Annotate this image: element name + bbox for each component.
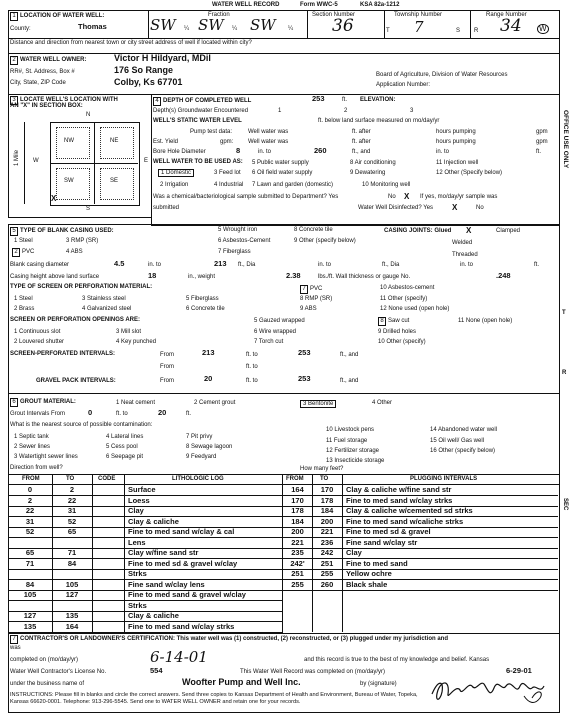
log-description[interactable]: Loess bbox=[128, 495, 150, 505]
section-6-box bbox=[8, 393, 560, 475]
log-to[interactable]: 236 bbox=[320, 537, 334, 547]
log-row bbox=[283, 496, 558, 507]
log-description[interactable]: Fine to med sand w/clay strks bbox=[128, 621, 235, 631]
est-yield-label: Est. Yield bbox=[153, 139, 179, 145]
fraction-label: Fraction bbox=[208, 12, 230, 18]
use-feedlot[interactable]: 3 Feed lot bbox=[214, 170, 241, 176]
log-description[interactable]: Fine sand w/clay str bbox=[346, 537, 418, 547]
how-many-feet-label: How many feet? bbox=[300, 466, 344, 472]
log-left-body bbox=[8, 485, 283, 632]
section-number-label: Section Number bbox=[312, 12, 356, 18]
log-to[interactable] bbox=[52, 569, 92, 579]
use-oilfield[interactable]: 6 Oil field water supply bbox=[252, 170, 313, 176]
margin-r: R bbox=[562, 370, 567, 376]
log-row bbox=[8, 611, 283, 622]
log-description[interactable]: Clay bbox=[346, 548, 362, 557]
log-description[interactable]: Clay & caliche w/fine sand str bbox=[346, 485, 452, 494]
chem-question: Was a chemical/bacteriological sample submitted to Department? Yes bbox=[153, 194, 339, 200]
log-row bbox=[8, 485, 283, 496]
log-row bbox=[8, 506, 283, 517]
log-to[interactable]: 31 bbox=[67, 506, 77, 515]
static-level-label: WELL'S STATIC WATER LEVEL bbox=[153, 118, 242, 124]
log-row bbox=[283, 538, 558, 549]
log-to[interactable]: 65 bbox=[67, 527, 77, 536]
log-from[interactable]: 251 bbox=[291, 569, 304, 578]
use-dewatering[interactable]: 9 Dewatering bbox=[350, 170, 386, 176]
log-from[interactable]: 127 bbox=[23, 611, 37, 620]
license-label: Water Well Contractor's License No. bbox=[10, 669, 107, 675]
log-header-from-right: FROM bbox=[286, 476, 304, 482]
log-from[interactable]: 105 bbox=[23, 590, 37, 599]
mile-label: 1 Mile bbox=[14, 149, 20, 166]
log-from[interactable]: 135 bbox=[23, 621, 37, 631]
log-to[interactable]: 84 bbox=[67, 558, 77, 568]
signature-label: by (signature) bbox=[360, 681, 397, 687]
quadrant-sw[interactable]: SW bbox=[64, 178, 74, 184]
log-description[interactable]: Clay & caliche w/cemented sd strks bbox=[346, 506, 473, 515]
casing-label: 5 TYPE OF BLANK CASING USED: bbox=[10, 227, 114, 236]
log-from[interactable]: 84 bbox=[25, 579, 35, 589]
groundwater-label: Depth(s) Groundwater Encountered bbox=[153, 108, 249, 114]
log-to[interactable]: 184 bbox=[320, 506, 334, 515]
log-from[interactable]: 255 bbox=[291, 579, 304, 589]
screen-label: TYPE OF SCREEN OR PERFORATION MATERIAL: bbox=[10, 284, 153, 290]
log-description[interactable]: Strks bbox=[128, 600, 147, 610]
log-right-body bbox=[283, 485, 558, 632]
well-location-mark[interactable]: X bbox=[51, 194, 57, 203]
log-to[interactable] bbox=[52, 538, 92, 548]
log-to[interactable]: 221 bbox=[320, 527, 334, 536]
disinfected-answer[interactable]: X bbox=[452, 203, 458, 212]
log-from[interactable]: 71 bbox=[25, 558, 35, 568]
log-description[interactable]: Fine to med sand w/caliche strks bbox=[346, 516, 464, 526]
log-to[interactable]: 127 bbox=[65, 590, 79, 599]
log-row bbox=[283, 569, 558, 580]
log-row bbox=[8, 496, 283, 507]
log-description[interactable]: Fine to med sand & gravel w/clay bbox=[128, 590, 246, 599]
use-other[interactable]: 12 Other (Specify below) bbox=[436, 170, 503, 176]
quadrant-se[interactable]: SE bbox=[110, 178, 119, 184]
direction-label: Direction from well? bbox=[10, 465, 63, 471]
log-to[interactable]: 22 bbox=[67, 495, 77, 505]
form-title: WATER WELL RECORD bbox=[212, 2, 280, 8]
log-row bbox=[8, 538, 283, 549]
log-from[interactable]: 52 bbox=[25, 527, 35, 536]
perf-to[interactable]: 253 bbox=[298, 348, 311, 357]
log-row bbox=[8, 559, 283, 570]
contamination-label: What is the nearest source of possible contamination: bbox=[10, 422, 153, 428]
range-label: Range Number bbox=[486, 12, 527, 18]
quadrant-nw[interactable]: NW bbox=[64, 138, 74, 144]
fraction-q3[interactable]: SW bbox=[250, 16, 276, 34]
log-row bbox=[283, 485, 558, 496]
blank-diameter[interactable]: 4.5 bbox=[114, 259, 125, 268]
bore-label: Bore Hole Diameter bbox=[153, 149, 206, 155]
log-to[interactable]: 105 bbox=[65, 579, 79, 589]
wall-gauge[interactable]: .248 bbox=[496, 271, 511, 280]
log-header-code: CODE bbox=[98, 476, 116, 482]
use-public[interactable]: 5 Public water supply bbox=[252, 160, 309, 166]
log-row bbox=[8, 580, 283, 591]
joints-answer[interactable]: X bbox=[466, 226, 472, 235]
business-label: under the business name of bbox=[10, 681, 85, 687]
use-irrigation[interactable]: 2 Irrigation bbox=[160, 182, 189, 188]
log-from[interactable]: 22 bbox=[25, 506, 35, 515]
log-row bbox=[283, 506, 558, 517]
log-row bbox=[283, 548, 558, 559]
log-header-from: FROM bbox=[22, 476, 40, 482]
log-to[interactable]: 170 bbox=[320, 485, 334, 494]
casing-height-label: Casing height above land surface bbox=[10, 274, 100, 280]
office-use-label: OFFICE USE ONLY bbox=[562, 110, 569, 169]
log-header-to: TO bbox=[66, 476, 75, 482]
range-direction[interactable]: W bbox=[539, 24, 547, 33]
completed-date[interactable]: 6-14-01 bbox=[150, 648, 208, 666]
log-row bbox=[8, 622, 283, 633]
log-from[interactable] bbox=[8, 538, 52, 548]
log-description[interactable]: Clay bbox=[128, 506, 144, 515]
quadrant-ne[interactable]: NE bbox=[110, 138, 119, 144]
grout-intervals-label: Grout Intervals From bbox=[10, 411, 66, 417]
log-row bbox=[8, 569, 283, 580]
use-injection[interactable]: 11 Injection well bbox=[436, 160, 479, 166]
log-description[interactable]: Strks bbox=[128, 569, 147, 578]
section-3-label: 3 LOCATE WELL'S LOCATION WITH bbox=[10, 96, 118, 105]
form-number: Form WWC-5 bbox=[300, 2, 338, 8]
perf-from[interactable]: 213 bbox=[202, 348, 215, 357]
log-header-lithology: LITHOLOGIC LOG bbox=[172, 476, 224, 482]
log-from[interactable]: 170 bbox=[291, 495, 304, 505]
log-to[interactable]: 164 bbox=[65, 621, 79, 631]
log-row bbox=[8, 590, 283, 601]
certification-text: 7 CONTRACTOR'S OR LANDOWNER'S CERTIFICATION: This water well was (1) constructed, (2) reconstructed, or (3) plugged under my jurisdiction and bbox=[10, 635, 448, 644]
township-label: Township Number bbox=[394, 12, 443, 18]
log-row bbox=[283, 559, 558, 570]
distance-label: Distance and direction from nearest town or city street address of well if located within city? bbox=[10, 40, 252, 46]
log-description[interactable]: Fine to med sd & gravel bbox=[346, 527, 431, 536]
log-to[interactable]: 200 bbox=[320, 516, 334, 526]
log-row bbox=[283, 527, 558, 538]
license-number[interactable]: 554 bbox=[150, 666, 163, 675]
log-from[interactable]: 200 bbox=[291, 527, 304, 536]
depth-value[interactable]: 253 bbox=[312, 94, 325, 103]
use-domestic[interactable]: 1 Domestic bbox=[158, 169, 194, 177]
pump-test-label: Pump test data: bbox=[190, 129, 233, 135]
log-description[interactable]: Fine to med sd & gravel w/clay bbox=[128, 558, 238, 568]
log-from[interactable]: 178 bbox=[291, 506, 304, 515]
contractor-signature bbox=[428, 672, 552, 710]
bore-diameter[interactable]: 8 bbox=[236, 146, 241, 155]
casing-pvc[interactable]: 2 PVC bbox=[12, 248, 34, 257]
well-use-label: WELL WATER TO BE USED AS: bbox=[153, 159, 243, 165]
margin-sec: SEC bbox=[562, 498, 568, 511]
casing-weight[interactable]: 2.38 bbox=[286, 271, 301, 280]
grout-to[interactable]: 20 bbox=[158, 408, 167, 417]
use-monitoring[interactable]: 10 Monitoring well bbox=[362, 182, 411, 188]
screen-pvc[interactable]: 7 PVC bbox=[300, 285, 322, 294]
township-value[interactable]: 7 bbox=[414, 18, 424, 36]
log-from[interactable]: 164 bbox=[291, 485, 304, 494]
log-description[interactable]: Fine sand w/clay lens bbox=[128, 579, 205, 589]
log-description[interactable]: Fine to med sand w/clay strks bbox=[346, 495, 453, 505]
instructions: INSTRUCTIONS: Please fill in blanks and circle the correct answers. Send three copies to Kansas Department of Health and Environment, Bureau of Water, Topeka, Kansas 66620-0001. Telephone: 913-296-5545. Send one to WATER WELL OWNER and retain one for your records. bbox=[10, 692, 418, 705]
section-1-label: 1 LOCATION OF WATER WELL: bbox=[10, 12, 104, 21]
use-lawn[interactable]: 7 Lawn and garden (domestic) bbox=[252, 182, 334, 188]
log-to[interactable]: 135 bbox=[65, 611, 79, 620]
log-to[interactable]: 260 bbox=[320, 579, 334, 589]
log-from[interactable]: 2 bbox=[27, 495, 33, 505]
business-name[interactable]: Woofter Pump and Well Inc. bbox=[182, 677, 301, 687]
log-description[interactable]: Black shale bbox=[346, 579, 388, 589]
gravel-intervals-label: GRAVEL PACK INTERVALS: bbox=[36, 378, 116, 384]
use-air[interactable]: 8 Air conditioning bbox=[350, 160, 396, 166]
log-from[interactable] bbox=[8, 569, 52, 579]
log-row bbox=[8, 548, 283, 559]
owner-name[interactable]: Victor H Hildyard, MDil bbox=[114, 53, 211, 63]
board-text: Board of Agriculture, Division of Water Resources bbox=[376, 72, 508, 78]
gravel-from[interactable]: 20 bbox=[204, 374, 213, 383]
blank-diameter-label: Blank casing diameter bbox=[10, 262, 70, 268]
record-date[interactable]: 6-29-01 bbox=[506, 666, 532, 675]
log-header-plugging: PLUGGING INTERVALS bbox=[410, 476, 478, 482]
log-from[interactable]: 0 bbox=[27, 485, 33, 494]
statute-ref: KSA 82a-1212 bbox=[360, 2, 400, 8]
log-from[interactable]: 31 bbox=[25, 516, 35, 526]
east-label: E bbox=[144, 158, 149, 164]
grout-label: 6 GROUT MATERIAL: bbox=[10, 398, 76, 407]
fraction-q1[interactable]: SW bbox=[150, 16, 176, 34]
blank-depth[interactable]: 213 bbox=[214, 259, 227, 268]
log-description[interactable]: Surface bbox=[128, 485, 156, 494]
fraction-q2[interactable]: SW bbox=[198, 16, 224, 34]
log-row bbox=[8, 517, 283, 528]
section-2-label: 2 WATER WELL OWNER: bbox=[10, 56, 86, 65]
log-from[interactable]: 242' bbox=[290, 558, 305, 568]
log-to[interactable]: 251 bbox=[320, 558, 334, 568]
log-description[interactable]: Clay & caliche bbox=[128, 611, 179, 620]
log-to[interactable]: 255 bbox=[320, 569, 334, 578]
grout-from[interactable]: 0 bbox=[88, 408, 93, 417]
log-description[interactable]: Clay w/fine sand str bbox=[128, 548, 199, 557]
log-from[interactable]: 184 bbox=[291, 516, 304, 526]
log-from[interactable]: 221 bbox=[291, 537, 304, 547]
disinfected-question: Water Well Disinfected? Yes bbox=[358, 205, 434, 211]
completed-label: completed on (mo/day/yr) bbox=[10, 657, 79, 663]
county-label: County: bbox=[10, 26, 31, 32]
perf-intervals-label: SCREEN-PERFORATED INTERVALS: bbox=[10, 351, 116, 357]
log-to[interactable]: 52 bbox=[67, 516, 77, 526]
log-to[interactable] bbox=[52, 601, 92, 611]
log-from[interactable]: 65 bbox=[25, 548, 35, 557]
north-label: N bbox=[86, 112, 91, 118]
range-value[interactable]: 34 bbox=[500, 16, 522, 36]
owner-city[interactable]: Colby, Ks 67701 bbox=[114, 77, 183, 87]
west-label: W bbox=[33, 158, 39, 164]
log-row bbox=[283, 517, 558, 528]
log-header-to-right: TO bbox=[320, 476, 329, 482]
log-description[interactable]: Fine to med sand bbox=[346, 558, 408, 568]
grout-bentonite[interactable]: 3 Bentonite bbox=[300, 400, 336, 408]
log-to[interactable]: 71 bbox=[67, 548, 77, 557]
depth-label: 4 DEPTH OF COMPLETED WELL bbox=[153, 97, 251, 106]
address-label: RR#, St. Address, Box # bbox=[10, 69, 75, 75]
gravel-to[interactable]: 253 bbox=[298, 374, 311, 383]
casing-height[interactable]: 18 bbox=[148, 271, 157, 280]
log-to[interactable]: 242 bbox=[320, 548, 334, 557]
section-number-value[interactable]: 36 bbox=[332, 16, 354, 36]
log-row bbox=[8, 601, 283, 612]
log-description[interactable]: Clay & caliche bbox=[128, 516, 179, 526]
south-label: S bbox=[86, 206, 91, 212]
application-label: Application Number: bbox=[376, 82, 431, 88]
log-description[interactable]: Lens bbox=[128, 537, 146, 547]
log-row bbox=[8, 527, 283, 538]
chem-answer[interactable]: X bbox=[404, 192, 410, 201]
joints-label: CASING JOINTS: Glued bbox=[384, 228, 452, 234]
log-to[interactable]: 178 bbox=[320, 495, 334, 505]
log-description[interactable]: Yellow ochre bbox=[346, 569, 392, 578]
margin-t: T bbox=[562, 310, 566, 316]
owner-address[interactable]: 176 So Range bbox=[114, 65, 174, 75]
log-from[interactable] bbox=[8, 601, 52, 611]
log-row bbox=[283, 580, 558, 591]
openings-label: SCREEN OR PERFORATION OPENINGS ARE: bbox=[10, 317, 141, 323]
city-label: City, State, ZIP Code bbox=[10, 80, 66, 86]
log-to[interactable]: 2 bbox=[69, 485, 75, 494]
elevation-label: ELEVATION: bbox=[360, 97, 396, 103]
opening-saw-cut[interactable]: 8 Saw cut bbox=[378, 317, 409, 326]
log-description[interactable]: Fine to med sand w/clay & cal bbox=[128, 527, 235, 536]
log-from[interactable]: 235 bbox=[291, 548, 304, 557]
bore-depth[interactable]: 260 bbox=[314, 146, 327, 155]
county-value[interactable]: Thomas bbox=[78, 22, 107, 31]
use-industrial[interactable]: 4 Industrial bbox=[214, 182, 244, 188]
